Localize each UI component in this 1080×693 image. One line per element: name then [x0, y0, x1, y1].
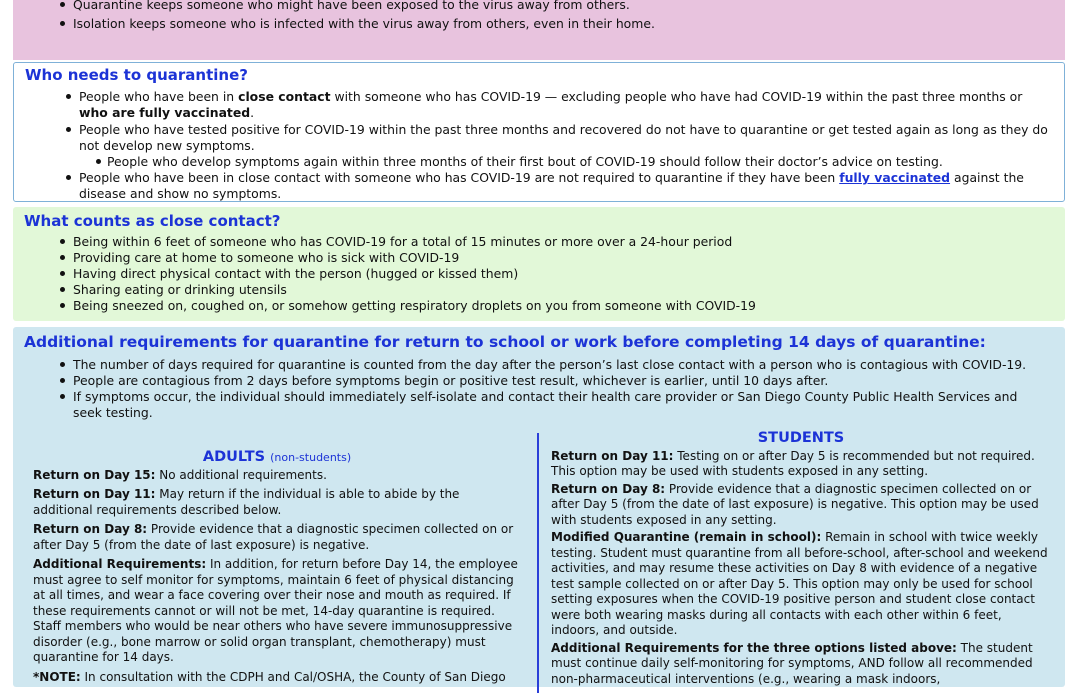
- list-item: People who have been in close contact with someone who has COVID-19 — excluding people who have had COVID-19 within the past three months or who are fully vaccinated.: [79, 89, 1049, 121]
- who-quarantine-list: [79, 89, 1049, 202]
- list-item: Having direct physical contact with the person (hugged or kissed them): [73, 266, 1033, 282]
- adults-title: ADULTS (non-students): [202, 449, 352, 465]
- who-quarantine-section: [13, 62, 1065, 202]
- list-item: People are contagious from 2 days before symptoms begin or positive test result, whichever is earlier, until 10 days after.: [73, 373, 1033, 389]
- fully-vaccinated-link[interactable]: fully vaccinated: [839, 170, 951, 185]
- adults-day11: Return on Day 11: May return if the individual is able to abide by the additional requirements described below.: [33, 487, 460, 517]
- list-item: Sharing eating or drinking utensils: [73, 282, 1033, 298]
- adults-additional: Additional Requirements: In addition, for return before Day 14, the employee must agree to self monitor for symptoms, maintain 6 feet of physical distancing at all times, and wear a face covering over their nose and mouth as required. If these requirements cannot or will not be met, 14-day quarantine is required. Staff members who would be near others who have severe immunosuppressive disorder (e.g., bone marrow or solid organ transplant, chemotherapy) must quarantine for 14 days.: [33, 557, 518, 664]
- students-additional: Additional Requirements for the three options listed above: The student must continue daily self-monitoring for symptoms, AND follow all recommended non-pharmaceutical interventions (e.g., wearing a mask indoors,: [551, 640, 1033, 686]
- students-day11: Return on Day 11: Testing on or after Day 5 is recommended but not required. This option may be used with students exposed in any setting.: [551, 448, 1035, 478]
- adults-day8: Return on Day 8: Provide evidence that a diagnostic specimen collected on or after Day 5 (from the date of last exposure) is negative.: [33, 522, 514, 552]
- adults-day15: Return on Day 15: No additional requirements.: [33, 467, 327, 482]
- sub-list-item: People who develop symptoms again within three months of their first bout of COVID-19 should follow their doctor’s advice on testing.: [107, 154, 1049, 170]
- list-item: People who have been in close contact with someone who has COVID-19 are not required to quarantine if they have been fully vaccinated against the disease and show no symptoms.: [79, 170, 1049, 202]
- list-item: Providing care at home to someone who is sick with COVID-19: [73, 250, 1033, 266]
- section-heading: Who needs to quarantine?: [25, 66, 248, 84]
- column-divider: [537, 433, 539, 693]
- adults-column: [33, 450, 521, 689]
- list-item: The number of days required for quarantine is counted from the day after the person’s last close contact with a person who is contagious with COVID-19.: [73, 357, 1033, 373]
- section-heading: What counts as close contact?: [24, 212, 281, 230]
- list-item: Being sneezed on, coughed on, or somehow getting respiratory droplets on you from someone with COVID-19: [73, 298, 1033, 314]
- list-item: Isolation keeps someone who is infected with the virus away from others, even in their home.: [73, 16, 1033, 32]
- additional-requirements-list: [73, 357, 1033, 421]
- list-item: If symptoms occur, the individual should immediately self-isolate and contact their health care provider or San Diego County Public Health Services and seek testing.: [73, 389, 1033, 421]
- quarantine-vs-isolation-section: [13, 0, 1065, 60]
- section-heading: Additional requirements for quarantine for return to school or work before completing 14 days of quarantine:: [24, 333, 986, 351]
- list-item: Being within 6 feet of someone who has COVID-19 for a total of 15 minutes or more over a 24-hour period: [73, 234, 1033, 250]
- adults-note: *NOTE: In consultation with the CDPH and Cal/OSHA, the County of San Diego: [33, 669, 506, 684]
- students-title: STUDENTS: [757, 430, 845, 446]
- students-day8: Return on Day 8: Provide evidence that a diagnostic specimen collected on or after Day 5 (from the date of last exposure) is negative. This option may be used with students exposed in any setting.: [551, 481, 1039, 527]
- list-item: People who have tested positive for COVID-19 within the past three months and recovered do not have to quarantine or get tested again as long as they do not develop new symptoms.: [79, 122, 1048, 153]
- close-contact-section: [13, 207, 1065, 321]
- additional-requirements-section: [13, 327, 1065, 687]
- students-modified-quarantine: Modified Quarantine (remain in school): Remain in school with twice weekly testing. Student must quarantine from all before-school, after-school and weekend activities, and may resume these activities on Day 8 with evidence of a negative test sample collected on or after Day 5. This option may only be used for school setting exposures when the COVID-19 positive person and student close contact were both wearing masks during all contacts with each other within 6 feet, indoors, and outside.: [551, 530, 1048, 637]
- students-column: [551, 431, 1051, 691]
- difference-list: [73, 0, 1033, 32]
- close-contact-list: [73, 234, 1033, 314]
- list-item: Quarantine keeps someone who might have been exposed to the virus away from others.: [73, 0, 1033, 13]
